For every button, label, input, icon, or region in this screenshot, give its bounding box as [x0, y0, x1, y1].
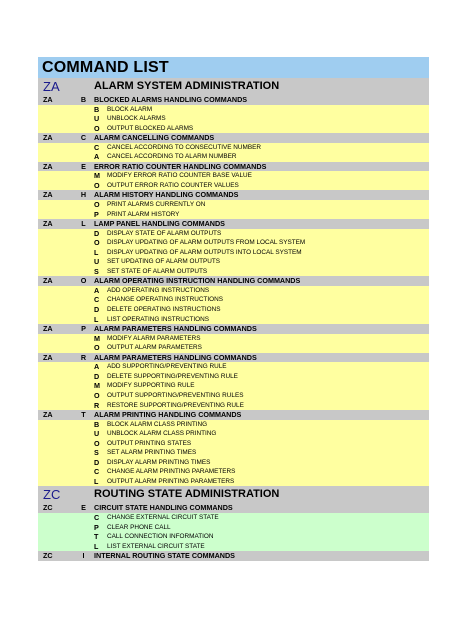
command-description: OUTPUT ALARM PARAMETERS: [107, 344, 202, 352]
command-description: ADD OPERATING INSTRUCTIONS: [107, 286, 210, 294]
section-name: ROUTING STATE ADMINISTRATION: [94, 488, 280, 501]
command-group: [38, 133, 429, 162]
command-entry: [94, 295, 429, 305]
command-group: [38, 219, 429, 276]
command-letter: B: [94, 104, 100, 114]
command-letter: L: [94, 314, 99, 324]
command-group-title: BLOCKED ALARMS HANDLING COMMANDS: [94, 95, 248, 104]
command-description: MODIFY ERROR RATIO COUNTER BASE VALUE: [107, 172, 252, 180]
command-row: [38, 429, 429, 439]
command-description: OUTPUT SUPPORTING/PREVENTING RULES: [107, 391, 244, 399]
command-letter: O: [94, 180, 100, 190]
command-class-code: ZA: [43, 324, 53, 334]
command-class-code: ZA: [43, 190, 53, 200]
command-letter: O: [94, 200, 100, 210]
command-row: [38, 315, 429, 325]
command-description: PRINT ALARM HISTORY: [107, 210, 180, 218]
command-letter: S: [94, 448, 99, 458]
command-group: [38, 353, 429, 410]
command-group-title: ALARM PRINTING HANDLING COMMANDS: [94, 410, 242, 420]
command-group: [38, 190, 429, 219]
command-description: DISPLAY ALARM PRINTING TIMES: [107, 458, 211, 466]
command-group-code: I: [82, 551, 85, 561]
command-description: CHANGE ALARM PRINTING PARAMETERS: [107, 468, 236, 476]
command-entry: [94, 372, 429, 382]
command-entry: [94, 458, 429, 468]
command-entry: [94, 401, 429, 411]
command-description: CALL CONNECTION INFORMATION: [107, 533, 214, 541]
command-letter: C: [94, 467, 100, 477]
command-description: BLOCK ALARM CLASS PRINTING: [107, 420, 208, 428]
command-entry: [94, 439, 429, 449]
command-letter: L: [94, 476, 99, 486]
command-row: [38, 124, 429, 134]
command-row: [38, 420, 429, 430]
command-description: CANCEL ACCORDING TO CONSECUTIVE NUMBER: [107, 143, 261, 151]
command-entry: [94, 210, 429, 220]
command-entry: [94, 152, 429, 162]
command-entry: [94, 286, 429, 296]
command-class-code: ZA: [43, 410, 53, 420]
command-description: PRINT ALARMS CURRENTLY ON: [107, 201, 206, 209]
command-row: [38, 513, 429, 523]
command-class-code: ZA: [43, 352, 53, 362]
command-group-title: ALARM PARAMETERS HANDLING COMMANDS: [94, 324, 257, 334]
command-description: UNBLOCK ALARM CLASS PRINTING: [107, 430, 217, 438]
command-letter: A: [94, 285, 100, 295]
command-class-code: ZA: [43, 276, 53, 286]
command-entry: [94, 143, 429, 153]
command-group: [38, 162, 429, 191]
command-description: LIST OPERATING INSTRUCTIONS: [107, 315, 210, 323]
command-group: [38, 410, 429, 486]
command-entry: [94, 171, 429, 181]
command-row: [38, 391, 429, 401]
command-group-header: [38, 551, 429, 561]
command-group-header: [38, 353, 429, 363]
command-letter: C: [94, 295, 100, 305]
command-description: OUTPUT ALARM PRINTING PARAMETERS: [107, 477, 235, 485]
command-group-title: ALARM OPERATING INSTRUCTION HANDLING COMMANDS: [94, 276, 301, 286]
command-row: [38, 200, 429, 210]
command-description: CLEAR PHONE CALL: [107, 523, 171, 531]
command-row: [38, 267, 429, 277]
command-description: BLOCK ALARM: [107, 105, 153, 113]
command-entry: [94, 181, 429, 191]
command-row: [38, 143, 429, 153]
command-letter: P: [94, 522, 99, 532]
command-group-code: H: [80, 190, 87, 200]
command-letter: O: [94, 390, 100, 400]
command-description: ADD SUPPORTING/PREVENTING RULE: [107, 363, 227, 371]
command-row: [38, 171, 429, 181]
command-group: [38, 551, 429, 561]
command-row: [38, 105, 429, 115]
command-group-code: T: [81, 410, 86, 420]
command-letter: O: [94, 238, 100, 248]
command-group: [38, 503, 429, 551]
command-entry: [94, 420, 429, 430]
command-list-sheet: [38, 57, 429, 561]
command-group-title: ALARM CANCELLING COMMANDS: [94, 133, 215, 143]
command-letter: L: [94, 247, 99, 257]
command-group: [38, 276, 429, 324]
section-header: [38, 486, 429, 503]
command-description: CANCEL ACCORDING TO ALARM NUMBER: [107, 153, 237, 161]
command-letter: D: [94, 371, 100, 381]
command-row: [38, 229, 429, 239]
command-description: OUTPUT ERROR RATIO COUNTER VALUES: [107, 181, 239, 189]
section-code: ZC: [43, 487, 61, 503]
command-row: [38, 152, 429, 162]
command-group-header: [38, 162, 429, 172]
command-description: LIST EXTERNAL CIRCUIT STATE: [107, 542, 205, 550]
command-row: [38, 372, 429, 382]
command-entry: [94, 513, 429, 523]
command-group-header: [38, 410, 429, 420]
command-group-title: CIRCUIT STATE HANDLING COMMANDS: [94, 503, 233, 513]
command-row: [38, 286, 429, 296]
command-letter: U: [94, 429, 100, 439]
command-entry: [94, 105, 429, 115]
command-entry: [94, 229, 429, 239]
command-group-code: O: [80, 276, 87, 286]
command-row: [38, 334, 429, 344]
command-group-code: E: [81, 161, 86, 171]
command-row: [38, 401, 429, 411]
command-description: DISPLAY UPDATING OF ALARM OUTPUTS INTO LOCAL SYSTEM: [107, 248, 302, 256]
command-entry: [94, 257, 429, 267]
command-group-header: [38, 219, 429, 229]
command-class-code: ZA: [43, 161, 53, 171]
command-row: [38, 542, 429, 552]
command-entry: [94, 429, 429, 439]
command-row: [38, 467, 429, 477]
command-description: MODIFY ALARM PARAMETERS: [107, 334, 201, 342]
command-row: [38, 257, 429, 267]
command-group: [38, 324, 429, 353]
command-group-header: [38, 190, 429, 200]
command-letter: R: [94, 400, 100, 410]
command-letter: O: [94, 438, 100, 448]
command-row: [38, 295, 429, 305]
command-entry: [94, 334, 429, 344]
command-letter: M: [94, 171, 100, 181]
command-group-header: [38, 276, 429, 286]
command-group-title: LAMP PANEL HANDLING COMMANDS: [94, 219, 225, 229]
command-entry: [94, 238, 429, 248]
command-letter: C: [94, 142, 100, 152]
command-description: SET UPDATING OF ALARM OUTPUTS: [107, 258, 221, 266]
command-letter: M: [94, 381, 100, 391]
command-description: DELETE OPERATING INSTRUCTIONS: [107, 306, 221, 314]
command-class-code: ZA: [43, 133, 53, 143]
command-description: OUTPUT BLOCKED ALARMS: [107, 124, 194, 132]
command-description: RESTORE SUPPORTING/PREVENTING RULE: [107, 401, 244, 409]
command-entry: [94, 343, 429, 353]
command-letter: U: [94, 257, 100, 267]
section-code: ZA: [43, 79, 60, 94]
command-row: [38, 439, 429, 449]
command-group-header: [38, 503, 429, 513]
command-class-code: ZC: [43, 551, 53, 561]
command-group-code: E: [81, 503, 86, 513]
page-title: COMMAND LIST: [38, 57, 429, 78]
command-description: SET STATE OF ALARM OUTPUTS: [107, 267, 208, 275]
command-class-code: ZC: [43, 503, 53, 513]
command-row: [38, 181, 429, 191]
command-entry: [94, 467, 429, 477]
command-description: CHANGE OPERATING INSTRUCTIONS: [107, 296, 223, 304]
command-letter: S: [94, 266, 99, 276]
command-group-code: L: [81, 219, 86, 229]
command-entry: [94, 532, 429, 542]
command-row: [38, 114, 429, 124]
command-row: [38, 448, 429, 458]
command-group-title: ALARM PARAMETERS HANDLING COMMANDS: [94, 352, 257, 362]
command-letter: C: [94, 512, 100, 522]
command-row: [38, 248, 429, 258]
command-group-code: R: [80, 352, 87, 362]
command-entry: [94, 200, 429, 210]
section-header: [38, 78, 429, 95]
command-table: [38, 78, 429, 561]
command-group: [38, 95, 429, 133]
command-row: [38, 210, 429, 220]
command-row: [38, 458, 429, 468]
command-letter: B: [94, 419, 100, 429]
command-entry: [94, 114, 429, 124]
command-row: [38, 477, 429, 487]
command-entry: [94, 305, 429, 315]
command-entry: [94, 267, 429, 277]
command-row: [38, 362, 429, 372]
command-entry: [94, 381, 429, 391]
command-group-header: [38, 324, 429, 334]
command-row: [38, 343, 429, 353]
command-group-title: ALARM HISTORY HANDLING COMMANDS: [94, 190, 239, 200]
command-class-code: ZA: [43, 219, 53, 229]
command-group-title: ERROR RATIO COUNTER HANDLING COMMANDS: [94, 161, 267, 171]
command-letter: D: [94, 228, 100, 238]
command-description: OUTPUT PRINTING STATES: [107, 439, 192, 447]
command-entry: [94, 477, 429, 487]
command-entry: [94, 448, 429, 458]
section-name: ALARM SYSTEM ADMINISTRATION: [94, 80, 280, 92]
command-entry: [94, 523, 429, 533]
command-row: [38, 381, 429, 391]
command-description: DISPLAY UPDATING OF ALARM OUTPUTS FROM LOCAL SYSTEM: [107, 239, 306, 247]
command-group-title: INTERNAL ROUTING STATE COMMANDS: [94, 551, 235, 561]
command-entry: [94, 248, 429, 258]
command-row: [38, 532, 429, 542]
command-description: DISPLAY STATE OF ALARM OUTPUTS: [107, 229, 222, 237]
command-group-code: B: [80, 95, 87, 104]
command-group-code: P: [81, 324, 86, 334]
command-letter: D: [94, 305, 100, 315]
command-letter: O: [94, 343, 100, 353]
command-class-code: ZA: [43, 95, 53, 104]
command-group-code: C: [80, 133, 87, 143]
command-entry: [94, 124, 429, 134]
command-description: MODIFY SUPPORTING RULE: [107, 382, 195, 390]
command-description: SET ALARM PRINTING TIMES: [107, 449, 197, 457]
command-entry: [94, 362, 429, 372]
command-letter: O: [94, 123, 100, 133]
command-letter: A: [94, 152, 100, 162]
command-group-header: [38, 133, 429, 143]
command-description: CHANGE EXTERNAL CIRCUIT STATE: [107, 513, 219, 521]
command-letter: M: [94, 333, 100, 343]
command-description: DELETE SUPPORTING/PREVENTING RULE: [107, 372, 238, 380]
command-letter: U: [94, 114, 100, 124]
command-letter: L: [94, 541, 99, 551]
command-letter: T: [94, 532, 99, 542]
command-letter: A: [94, 362, 100, 372]
command-row: [38, 523, 429, 533]
command-description: UNBLOCK ALARMS: [107, 115, 166, 123]
command-letter: D: [94, 457, 100, 467]
command-row: [38, 238, 429, 248]
command-entry: [94, 391, 429, 401]
command-letter: P: [94, 209, 99, 219]
command-entry: [94, 315, 429, 325]
command-entry: [94, 542, 429, 552]
command-row: [38, 305, 429, 315]
command-group-header: [38, 95, 429, 105]
